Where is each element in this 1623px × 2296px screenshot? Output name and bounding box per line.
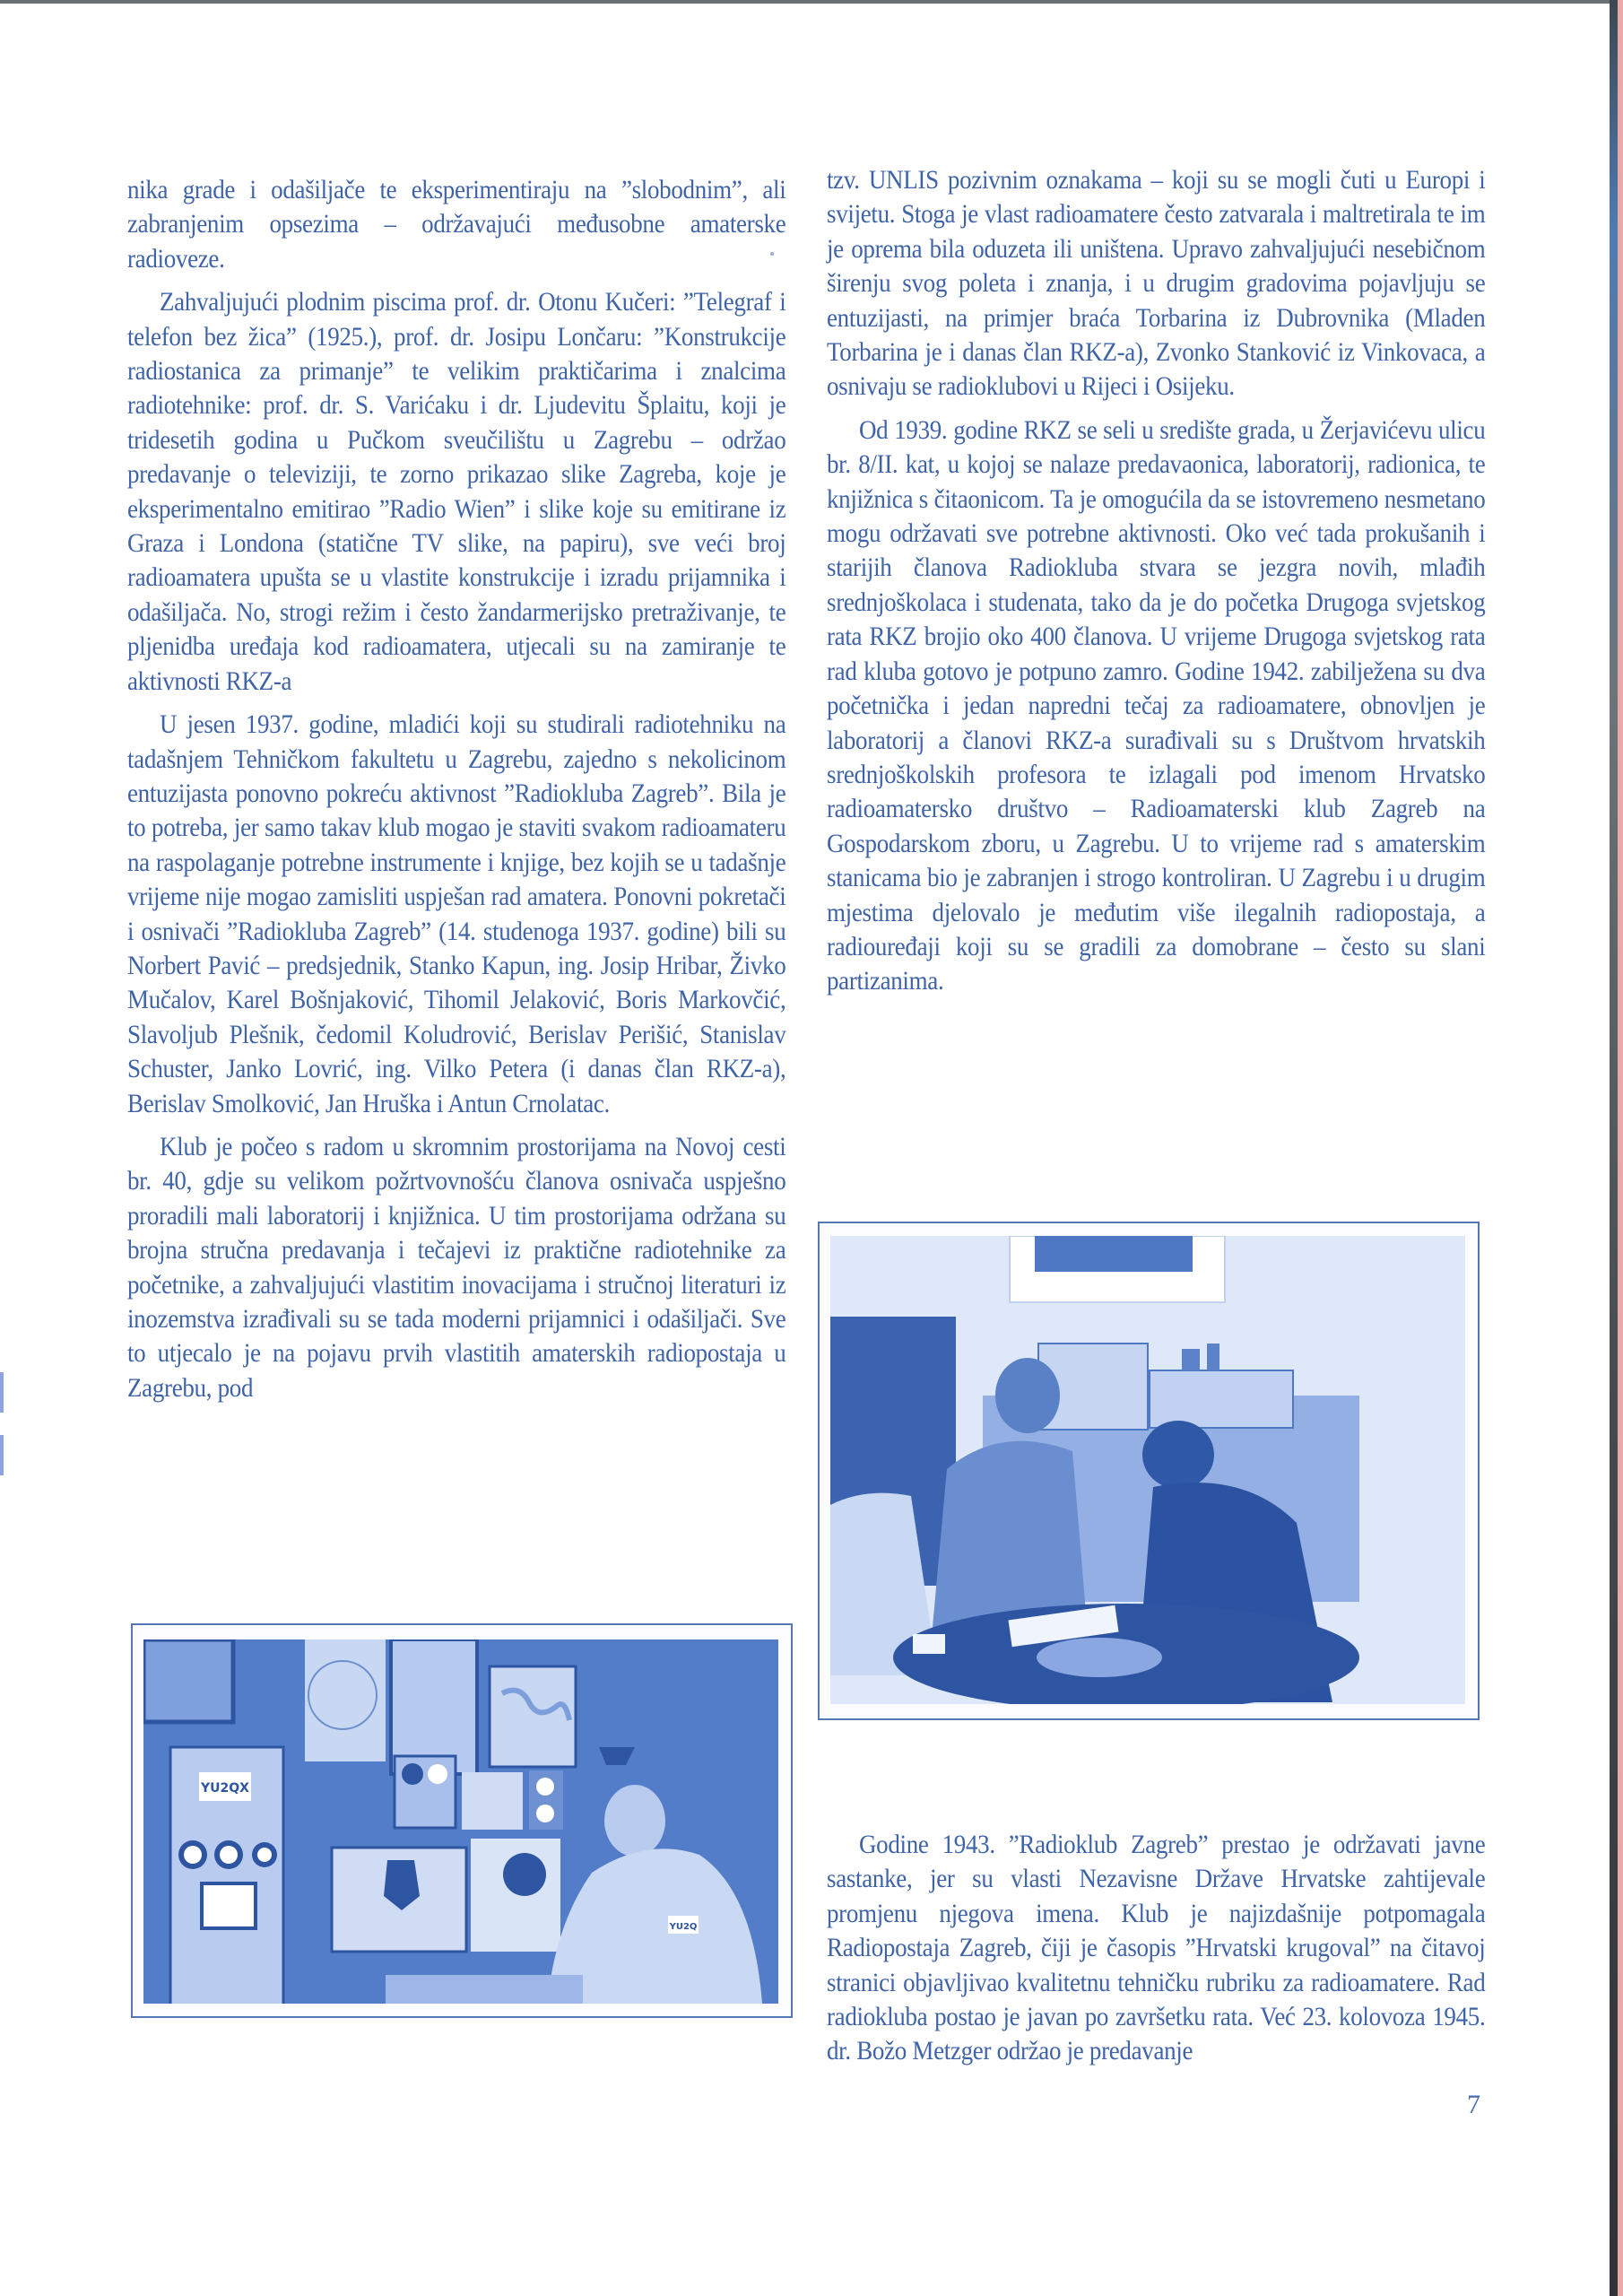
paragraph: Zahvaljujući plodnim piscima prof. dr. Otonu Kučeri: ”Telegraf i telefon bez žica” (1925.), prof. dr. Josipu Lončaru: ”Konstrukcije radiostanica za primanje” te velikim praktičarima i znalcima radiotehnike: prof. dr. S. Varićaku i dr. Ljudevitu Šplaitu, koji je tridesetih godina u Pučkom sveučilištu u Zagrebu – održao predavanje o televiziji, te zorno prikazao slike Zagreba, koje je eksperimentalno emitirao ”Radio Wien” i slike koje su emitirane iz Graza i Londona (statične TV slike, na papiru), sve veći broj radioamatera upušta se u vlastite konstrukcije i izradu prijamnika i odašiljača. No, strogi režim i često žandarmerijsko pretraživanje, te pljenidba uređaja kod radioamatera, utjecali su na zamiranje te aktivnosti RKZ-a <box>127 287 786 696</box>
ashtray <box>1037 1638 1162 1677</box>
world-map <box>490 1666 576 1767</box>
right-column <box>827 163 1486 999</box>
wall-frame <box>143 1639 233 1722</box>
page-number: 7 <box>1467 2090 1480 2119</box>
paragraph: Od 1939. godine RKZ se seli u središte grada, u Žerjavićevu ulicu br. 8/II. kat, u kojoj se nalaze predavaonica, laboratorij, radionica, te knjižnica s čitaonicom. Ta je omogućila da se istovremeno nesmetano mogu održavati sve potrebne aktivnosti. Oko već tada prokušanih i starijih članova Radiokluba stvara se jezgra novih, mlađih srednjoškolaca i studenata, tako da je do početka Drugoga svjetskog rata RKZ brojio oko 400 članova. U vrijeme Drugoga svjetskog rata rad kluba gotovo je potpuno zamro. Godine 1942. zabilježena su dva početnička i jedan napredni tečaj za radioamatere, obnovljen je laboratorij a članovi RKZ-a surađivali su s Društvom hrvatskih srednjoškolskih profesora te izlagali pod imenom Hrvatsko radioamatersko društvo – Radioamaterski klub Zagreb na Gospodarskom zboru, u Zagrebu. U to vrijeme rad s amaterskim stanicama bio je zabranjen i strogo kontroliran. U Zagrebu i u drugim mjestima djelovalo je međutim više ilegalnih radiopostaja, a radiouređaji koji su se gradili za domobrane – često su slani partizanima. <box>827 414 1486 996</box>
desk <box>386 1975 583 2004</box>
receiver <box>1150 1370 1293 1428</box>
wall-chart-polar <box>305 1639 386 1761</box>
right-column-bottom <box>827 1828 1486 2069</box>
left-column <box>127 173 786 1405</box>
paragraph: U jesen 1937. godine, mladići koji su studirali radiotehniku na tadašnjem Tehničkom fakultetu u Zagrebu, zajedno s nekolicinom entuzijasta ponovno pokreću aktivnost ”Radiokluba Zagreb”. Bila je to potreba, jer samo takav klub mogao je staviti svakom radioamateru na raspolaganje potrebne instrumente i knjige, bez kojih se u tadašnje vrijeme nije mogao zamisliti uspješan rad amatera. Ponovni pokretači i osnivači ”Radiokluba Zagreb” (14. studenoga 1937. godine) bili su Norbert Pavić – predsjednik, Stanko Kapun, ing. Josip Hribar, Živko Mučalov, Karel Bošnjaković, Tihomil Jelaković, Boris Markovčić, Slavoljub Plešnik, čedomil Koludrović, Berislav Perišić, Stanislav Schuster, Janko Lovrić, ing. Vilko Petera (i danas član RKZ-a), Berislav Smolković, Jan Hruška i Antun Crnolatac. <box>127 709 786 1118</box>
receiver <box>462 1772 523 1830</box>
paragraph: Klub je počeo s radom u skromnim prostorijama na Novoj cesti br. 40, gdje su velikom požrtvovnošću članova osnivača uspješno proradili mali laboratorij i knjižnica. U tim prostorijama održana su brojna stručna predavanja i tečajevi iz praktične radiotehnike za početnike, a zahvaljujući vlastitim inovacijama i stručnoj literaturi iz inozemstva izrađivali su se tada moderni prijamnici i odašiljači. Sve to utjecalo je na pojavu prvih vlastitih amaterskih radiopostaja u Zagrebu, pod <box>127 1131 786 1403</box>
paragraph: nika grade i odašiljače te eksperimentiraju na ”slobodnim”, ali zabranjenim opsezima – održavajući međusobne amaterske radioveze. <box>127 175 786 274</box>
operator-head <box>604 1785 665 1857</box>
photo-radio-station <box>131 1623 793 2018</box>
photo-image <box>830 1236 1465 1704</box>
radio-station-illustration <box>143 1639 778 2004</box>
two-operators-illustration <box>830 1236 1465 1704</box>
paragraph: Godine 1943. ”Radioklub Zagreb” prestao je održavati javne sastanke, jer su vlasti Nezavisne Države Hrvatske zahtijevale promjenu njegova imena. Klub je najizdašnije potpomagala Radiopostaja Zagreb, čiji je časopis ”Hrvatski krugoval” na čitavoj stranici objavljivao kvalitetnu tehničku rubriku za radioamatere. Rad radiokluba postao je javan po završetku rata. Već 23. kolovoza 1945. dr. Božo Metzger održao je predavanje <box>827 1830 1486 2066</box>
page-binding-edge <box>1610 0 1618 2296</box>
paragraph: tzv. UNLIS pozivnim oznakama – koji su se mogli čuti u Europi i svijetu. Stoga je vlast radioamatere često zatvarala i maltretirala te im je oprema bila oduzeta ili uništena. Upravo zahvaljujući nesebičnom širenju svog poleta i znanja, i u drugim gradovima pojavljuju se entuzijasti, na primjer braća Torbarina iz Dubrovnika (Mladen Torbarina je i danas član RKZ-a), Zvonko Stanković iz Vinkovaca, a osnivaju se radioklubovi u Rijeci i Osijeku. <box>827 165 1486 402</box>
scan-mark <box>0 1372 4 1413</box>
page-top-edge <box>0 0 1614 4</box>
photo-two-operators <box>818 1222 1480 1720</box>
operator-2-head <box>1142 1421 1214 1489</box>
callsign-plate-text: YU2QX <box>201 1781 249 1796</box>
receiver <box>395 1756 456 1828</box>
wall-picture <box>1035 1236 1193 1272</box>
callsign-plate-2-text: YU2Q <box>669 1922 698 1932</box>
photo-image <box>143 1639 778 2004</box>
operator-1-head <box>995 1358 1060 1433</box>
page-outer-edge <box>1618 0 1623 2296</box>
wall-frame <box>391 1639 477 1774</box>
scan-mark <box>0 1435 4 1475</box>
